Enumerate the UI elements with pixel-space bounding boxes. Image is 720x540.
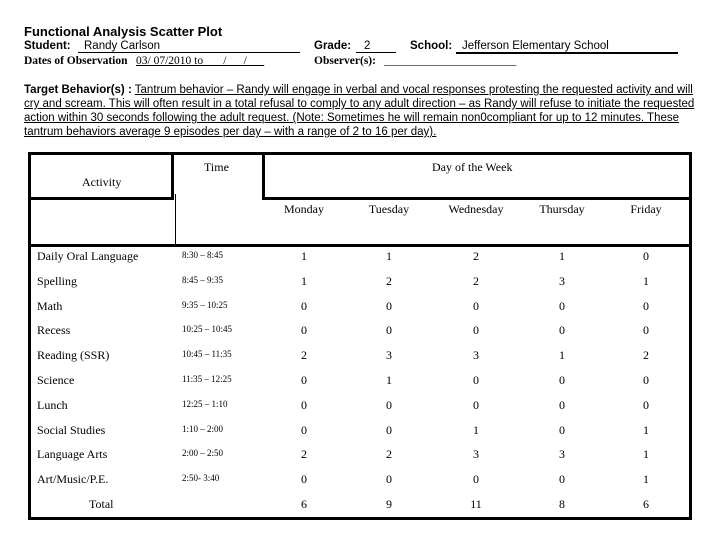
day-friday: Friday (630, 202, 662, 216)
target-label: Target Behavior(s) : (24, 84, 132, 96)
count-cell-wednesday: 3 (473, 447, 479, 462)
count-cell-tuesday: 0 (386, 422, 392, 437)
total-thursday: 8 (559, 497, 565, 511)
count-cell-friday: 2 (643, 348, 649, 363)
table-bottom-border (28, 517, 692, 520)
count-cell-thursday: 0 (559, 422, 565, 437)
count-cell-wednesday: 0 (473, 323, 479, 338)
student-value: Randy Carlson (84, 40, 161, 52)
count-cell-wednesday: 2 (473, 249, 479, 263)
activity-cell: Recess (37, 323, 71, 338)
activity-cell: Social Studies (37, 422, 106, 437)
count-cell-monday: 2 (301, 348, 307, 363)
day-thursday: Thursday (539, 202, 585, 216)
dates-label: Dates of Observation (24, 55, 128, 67)
count-cell-friday: 0 (643, 323, 649, 338)
count-cell-monday: 1 (301, 249, 307, 263)
count-cell-monday: 0 (301, 323, 307, 338)
count-cell-friday: 0 (643, 298, 649, 313)
activity-cell: Art/Music/P.E. (37, 472, 109, 487)
table-right-border (689, 152, 692, 520)
count-cell-monday: 0 (301, 472, 307, 487)
count-cell-wednesday: 2 (473, 273, 479, 288)
time-cell: 2:00 – 2:50 (182, 448, 224, 459)
time-cell: 8:30 – 8:45 (182, 250, 224, 260)
activity-cell: Science (37, 373, 75, 387)
count-cell-thursday: 3 (559, 273, 565, 288)
activity-cell: Reading (SSR) (37, 348, 110, 363)
count-cell-tuesday: 1 (386, 249, 392, 263)
document-title: Functional Analysis Scatter Plot (24, 24, 223, 39)
count-cell-wednesday: 0 (473, 397, 479, 412)
count-cell-wednesday: 0 (473, 373, 479, 387)
total-label: Total (89, 497, 114, 511)
count-cell-tuesday: 0 (386, 298, 392, 313)
day-tuesday: Tuesday (368, 202, 410, 216)
activity-cell: Math (37, 298, 63, 313)
count-cell-friday: 1 (643, 422, 649, 437)
count-cell-thursday: 0 (559, 373, 565, 387)
count-cell-monday: 2 (301, 447, 307, 462)
count-cell-monday: 0 (301, 397, 307, 412)
count-cell-tuesday: 0 (386, 472, 392, 487)
count-cell-thursday: 0 (559, 323, 565, 338)
count-cell-thursday: 1 (559, 348, 565, 363)
activity-header: Activity (82, 175, 122, 189)
total-tuesday: 9 (386, 497, 392, 511)
target-behavior (24, 83, 696, 139)
activity-cell: Spelling (37, 273, 78, 288)
count-cell-wednesday: 1 (473, 422, 479, 437)
week-header: Day of the Week (432, 160, 513, 174)
count-cell-monday: 0 (301, 373, 307, 387)
time-cell: 10:25 – 10:45 (182, 324, 233, 335)
count-cell-thursday: 3 (559, 447, 565, 462)
count-cell-friday: 0 (643, 249, 649, 263)
header-divider (28, 244, 692, 247)
count-cell-friday: 1 (643, 273, 649, 288)
student-label: Student: (24, 40, 71, 52)
time-cell: 2:50- 3:40 (182, 473, 220, 484)
count-cell-wednesday: 3 (473, 348, 479, 363)
total-wednesday: 11 (470, 497, 482, 511)
time-cell: 11:35 – 12:25 (182, 374, 232, 384)
day-wednesday: Wednesday (448, 202, 504, 216)
total-friday: 6 (643, 497, 649, 511)
count-cell-tuesday: 3 (386, 348, 392, 363)
count-cell-wednesday: 0 (473, 298, 479, 313)
dates-value: 03/ 07/2010 to ___/___/___ (136, 55, 265, 67)
count-cell-tuesday: 1 (386, 373, 392, 387)
count-cell-friday: 1 (643, 447, 649, 462)
table-top-border (28, 152, 692, 155)
activity-cell: Lunch (37, 397, 68, 412)
count-cell-monday: 1 (301, 273, 307, 288)
observer-label: Observer(s): (314, 55, 376, 67)
day-monday: Monday (284, 202, 324, 216)
grade-label: Grade: (314, 40, 352, 52)
total-monday: 6 (301, 497, 307, 511)
count-cell-tuesday: 0 (386, 323, 392, 338)
count-cell-monday: 0 (301, 422, 307, 437)
school-label: School: (410, 40, 453, 52)
count-cell-thursday: 0 (559, 397, 565, 412)
count-cell-thursday: 1 (559, 249, 565, 263)
count-cell-friday: 1 (643, 472, 649, 487)
time-cell: 9:35 – 10:25 (182, 299, 228, 310)
count-cell-friday: 0 (643, 373, 649, 387)
school-value: Jefferson Elementary School (462, 40, 609, 52)
time-cell: 10:45 – 11:35 (182, 349, 232, 360)
count-cell-friday: 0 (643, 397, 649, 412)
table-left-border (28, 152, 31, 520)
count-cell-thursday: 0 (559, 298, 565, 313)
count-cell-tuesday: 2 (386, 447, 392, 462)
time-header: Time (204, 160, 229, 174)
activity-cell: Daily Oral Language (37, 249, 139, 263)
count-cell-tuesday: 0 (386, 397, 392, 412)
target-text: Tantrum behavior – Randy will engage in verbal and vocal responses protesting the requested activity and will cry and scream. This will often result in a total refusal to comply to any adult direction – as Randy will refuse to initiate the requested action within 30 seconds following the adult request. (Note: Sometimes he will remain non0compliant for up to 12 minutes. These tantrum behaviors average 9 episodes per day – with a range of 2 to 16 per day). (24, 84, 695, 138)
time-cell: 8:45 – 9:35 (182, 274, 224, 285)
count-cell-tuesday: 2 (386, 273, 392, 288)
count-cell-thursday: 0 (559, 472, 565, 487)
time-cell: 12:25 – 1:10 (182, 398, 228, 409)
time-cell: 1:10 – 2:00 (182, 423, 224, 434)
activity-cell: Language Arts (37, 447, 108, 462)
grade-value: 2 (364, 40, 371, 52)
observer-value: _______________________ (384, 55, 517, 67)
count-cell-wednesday: 0 (473, 472, 479, 487)
count-cell-monday: 0 (301, 298, 307, 313)
